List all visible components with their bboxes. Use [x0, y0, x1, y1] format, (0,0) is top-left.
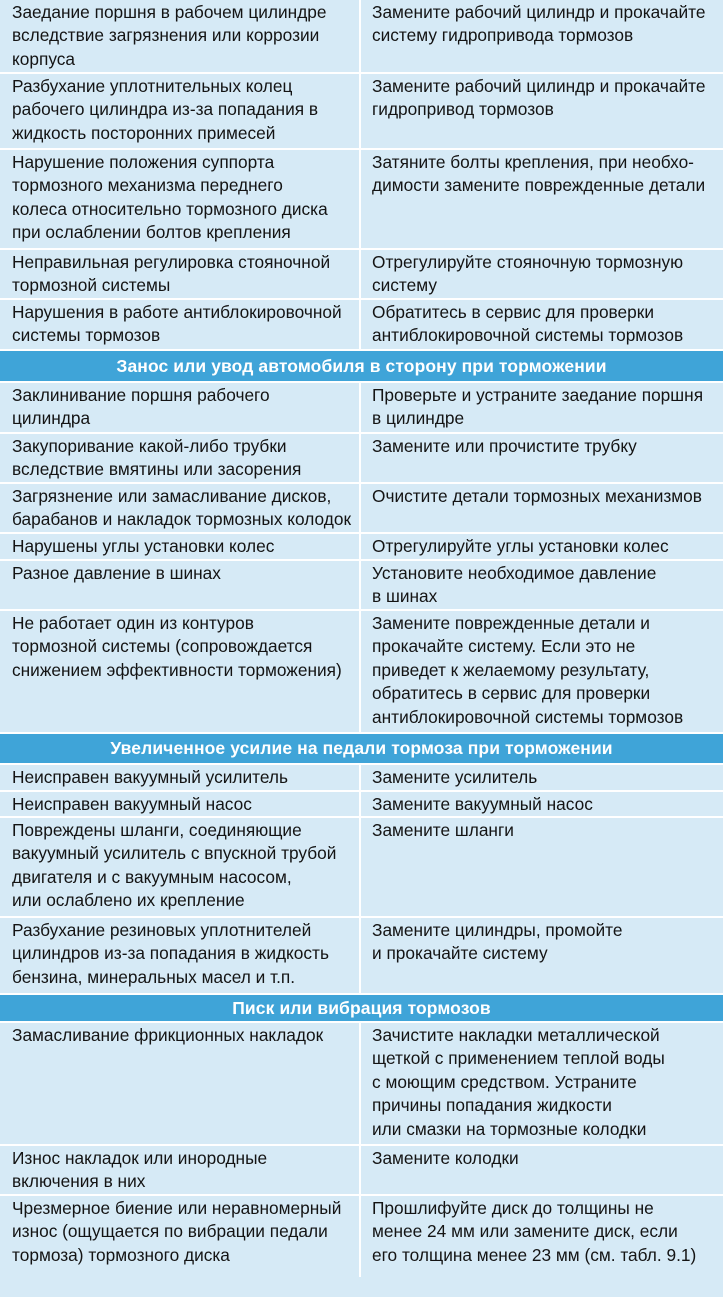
table-row	[0, 561, 723, 611]
table-row	[0, 1196, 723, 1277]
remedy-cell: Замените вакуумный насос	[361, 792, 723, 816]
remedy-cell: Замените рабочий цилиндр и прокачайте систему гидропривода тормозов	[361, 0, 723, 72]
cause-cell: Нарушение положения суппорта тормозного механизма переднего колеса относительно тормозного диска при ослаблении болтов крепления	[0, 150, 361, 248]
table-row	[0, 818, 723, 918]
cause-cell: Закупоривание какой-либо трубки вследствие вмятины или засорения	[0, 434, 361, 482]
cause-cell: Износ накладок или инородные включения в них	[0, 1146, 361, 1194]
remedy-cell: Обратитесь в сервис для проверки антиблокировочной системы тормозов	[361, 300, 723, 349]
cause-cell: Повреждены шланги, соединяющие вакуумный усилитель с впускной трубой двигателя и с вакуумным насосом, или ослаблено их крепление	[0, 818, 361, 916]
table-row	[0, 1023, 723, 1146]
table-row	[0, 792, 723, 818]
table-row	[0, 74, 723, 150]
cause-cell: Неисправен вакуумный насос	[0, 792, 361, 816]
table-row	[0, 250, 723, 300]
remedy-cell: Замените усилитель	[361, 765, 723, 790]
remedy-cell: Замените цилиндры, промойте и прокачайте систему	[361, 918, 723, 993]
cause-cell: Неправильная регулировка стояночной тормозной системы	[0, 250, 361, 298]
remedy-cell: Отрегулируйте углы установки колес	[361, 534, 723, 559]
cause-cell: Заедание поршня в рабочем цилиндре вследствие загрязнения или коррозии корпуса	[0, 0, 361, 72]
remedy-cell: Замените поврежденные детали и прокачайте систему. Если это не приведет к желаемому результату, обратитесь в сервис для проверки антиблокировочной системы тормозов	[361, 611, 723, 732]
cause-cell: Нарушены углы установки колес	[0, 534, 361, 559]
remedy-cell: Замените или прочистите трубку	[361, 434, 723, 482]
table-row	[0, 434, 723, 484]
remedy-cell: Зачистите накладки металлической щеткой с применением теплой воды с моющим средством. Устраните причины попадания жидкости или смазки на тормозные колодки	[361, 1023, 723, 1144]
cause-cell: Разбухание резиновых уплотнителей цилиндров из-за попадания в жидкость бензина, минеральных масел и т.п.	[0, 918, 361, 993]
remedy-cell: Затяните болты крепления, при необхо- димости замените поврежденные детали	[361, 150, 723, 248]
remedy-cell: Очистите детали тормозных механизмов	[361, 484, 723, 532]
cause-cell: Чрезмерное биение или неравномерный износ (ощущается по вибрации педали тормоза) тормозного диска	[0, 1196, 361, 1277]
cause-cell: Загрязнение или замасливание дисков, барабанов и накладок тормозных колодок	[0, 484, 361, 532]
table-row	[0, 765, 723, 792]
cause-cell: Неисправен вакуумный усилитель	[0, 765, 361, 790]
remedy-cell: Отрегулируйте стояночную тормозную систему	[361, 250, 723, 298]
table-row	[0, 0, 723, 74]
remedy-cell: Замените колодки	[361, 1146, 723, 1194]
table-row	[0, 484, 723, 534]
cause-cell: Заклинивание поршня рабочего цилиндра	[0, 383, 361, 432]
section-header: Занос или увод автомобиля в сторону при торможении	[0, 351, 723, 383]
table-row	[0, 534, 723, 561]
table-row	[0, 383, 723, 434]
table-row	[0, 1146, 723, 1196]
table-row	[0, 611, 723, 734]
cause-cell: Разбухание уплотнительных колец рабочего цилиндра из-за попадания в жидкость посторонних примесей	[0, 74, 361, 148]
remedy-cell: Прошлифуйте диск до толщины не менее 24 мм или замените диск, если его толщина менее 23 мм (см. табл. 9.1)	[361, 1196, 723, 1277]
remedy-cell: Замените шланги	[361, 818, 723, 916]
remedy-cell: Замените рабочий цилиндр и прокачайте гидропривод тормозов	[361, 74, 723, 148]
table-row	[0, 300, 723, 351]
cause-cell: Разное давление в шинах	[0, 561, 361, 609]
table-row	[0, 918, 723, 995]
cause-cell: Нарушения в работе антиблокировочной системы тормозов	[0, 300, 361, 349]
section-header: Писк или вибрация тормозов	[0, 995, 723, 1023]
section-header: Увеличенное усилие на педали тормоза при торможении	[0, 734, 723, 765]
remedy-cell: Установите необходимое давление в шинах	[361, 561, 723, 609]
remedy-cell: Проверьте и устраните заедание поршня в цилиндре	[361, 383, 723, 432]
cause-cell: Не работает один из контуров тормозной системы (сопровождается снижением эффективности торможения)	[0, 611, 361, 732]
cause-cell: Замасливание фрикционных накладок	[0, 1023, 361, 1144]
table-row	[0, 150, 723, 250]
